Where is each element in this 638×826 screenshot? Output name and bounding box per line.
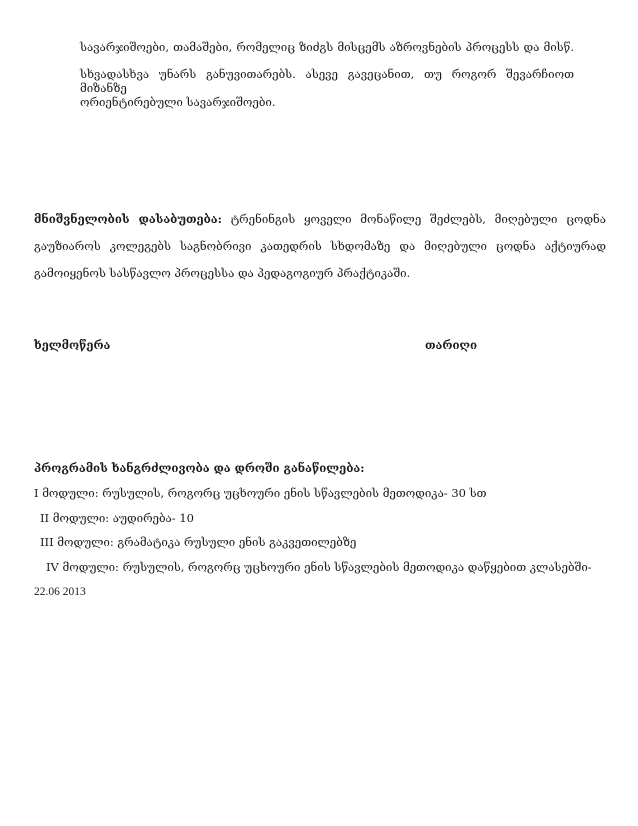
justification-line-3: გამოიყენოს სასწავლო პროცესსა და პედაგოგიურ პრაქტიკაში.	[34, 266, 411, 280]
justification-line-2: გაუზიაროს კოლეგებს საგნობრივი კათედრის სხდომაზე და მიღებული ცოდნა აქტიურად	[34, 239, 606, 253]
module-1: I მოდული: რუსულის, როგორც უცხოური ენის სწავლების მეთოდიკა- 30 სთ	[34, 486, 487, 500]
intro-line-3: ორიენტირებული სავარჯიშოები.	[80, 95, 276, 109]
justification-line-1-text: ტრენინგის ყოველი მონაწილე შეძლებს, მიღებული ცოდნა	[221, 212, 606, 226]
justification-heading: მნიშვნელობის დასაბუთება:	[34, 212, 222, 226]
final-date: 22.06 2013	[34, 586, 86, 598]
intro-line-1: სავარჯიშოები, თამაშები, რომელიც ზიძგს მისცემს აზროვნების პროცესს და მისწ.	[80, 40, 574, 54]
module-2: II მოდული: აუდირება- 10	[40, 511, 194, 525]
justification-line-1	[34, 212, 606, 226]
date-label: თარიღი	[425, 338, 478, 352]
signature-label: ხელმოწერა	[34, 338, 111, 352]
intro-line-2: სხვადასხვა უნარს განუვითარებს. ასევე გავეცანით, თუ როგორ შევარჩიოთ მიზანზე	[80, 67, 574, 95]
module-3: III მოდული: გრამატიკა რუსული ენის გაკვეთილებზე	[40, 535, 357, 549]
module-4: IV მოდული: რუსულის, როგორც უცხოური ენის სწავლების მეთოდიკა დაწყებით კლასებში-	[46, 560, 592, 574]
program-heading: პროგრამის ხანგრძლივობა და დროში განაწილება:	[34, 461, 365, 475]
